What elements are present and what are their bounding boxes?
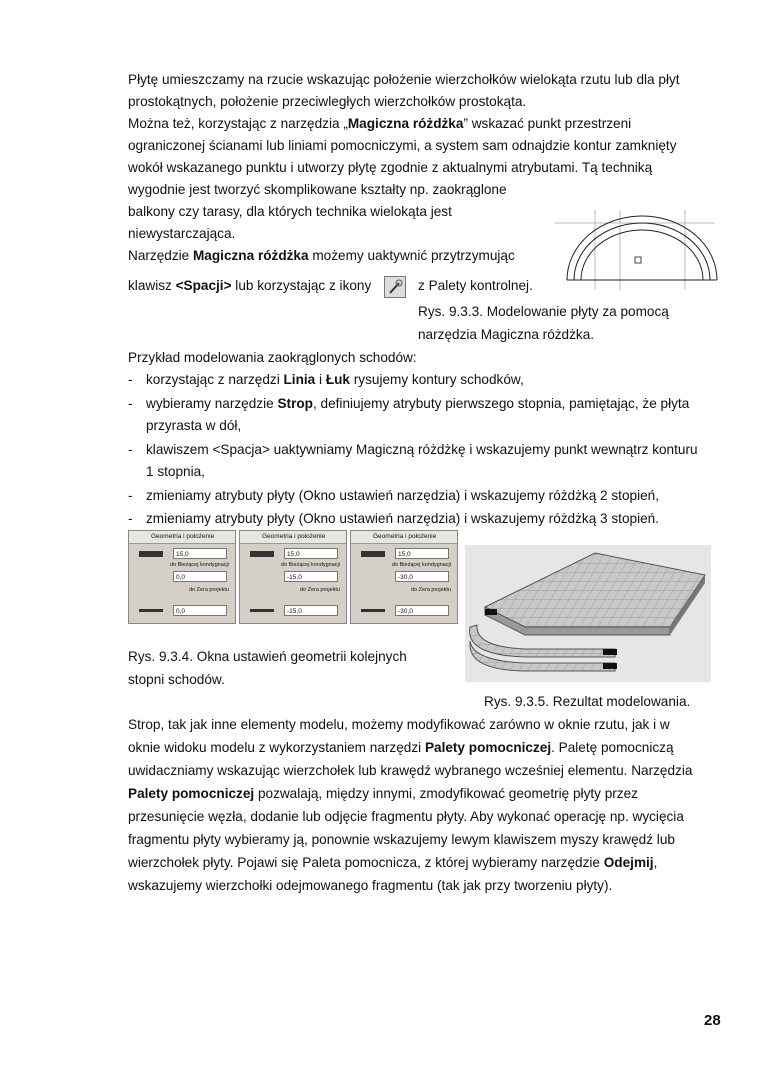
text-line: Palety pomocniczej pozwalają, między innymi, zmodyfikować geometrię płyty przez bbox=[128, 786, 638, 801]
text-line: uwidaczniamy wskazując wierzchołek lub krawędź wybranego wcześniej elementu. Narzędzia bbox=[128, 763, 693, 778]
arch-drawing bbox=[555, 205, 725, 295]
story-offset-field[interactable]: 0,0 bbox=[173, 571, 227, 582]
figure-caption: stopni schodów. bbox=[128, 672, 225, 687]
project-zero-field[interactable]: -15,0 bbox=[284, 605, 338, 616]
offset-label: do Zera projektu bbox=[188, 587, 229, 593]
text-line: Strop, tak jak inne elementy modelu, możemy modyfikować zarówno w oknie rzutu, jak i w bbox=[128, 717, 670, 732]
text-line: wierzchołek płyty. Pojawi się Paleta pomocnicza, z której wybieramy narzędzie Odejmij, bbox=[128, 855, 658, 870]
offset-label: do Bieżącej kondygnacji bbox=[280, 562, 340, 568]
panel-header[interactable]: Geometria i położenie bbox=[129, 531, 235, 544]
text-line: Narzędzie Magiczna różdżka możemy uaktywnić przytrzymując bbox=[128, 248, 515, 263]
figure-caption: narzędzia Magiczna różdżka. bbox=[418, 327, 595, 342]
project-zero-field[interactable]: 0,0 bbox=[173, 605, 227, 616]
page-number: 28 bbox=[704, 1012, 721, 1029]
story-offset-field[interactable]: -30,0 bbox=[395, 571, 449, 582]
text-line: wygodnie jest tworzyć skomplikowane kształty np. zaokrąglone bbox=[128, 182, 507, 197]
offset-label: do Zera projektu bbox=[410, 587, 451, 593]
list-item: zmieniamy atrybuty płyty (Okno ustawień narzędzia) i wskazujemy różdżką 2 stopień, bbox=[146, 488, 659, 503]
list-item: korzystając z narzędzi Linia i Łuk rysujemy kontury schodków, bbox=[146, 372, 524, 387]
text-line: wskazujemy wierzchołki odejmowanego fragmentu (tak jak przy tworzeniu płyty). bbox=[128, 878, 613, 893]
list-item: zmieniamy atrybuty płyty (Okno ustawień narzędzia) i wskazujemy różdżką 3 stopień. bbox=[146, 511, 659, 526]
thickness-field[interactable]: 15,0 bbox=[395, 548, 449, 559]
project-zero-field[interactable]: -30,0 bbox=[395, 605, 449, 616]
geometry-panel-2 bbox=[239, 530, 347, 624]
list-item: wybieramy narzędzie Strop, definiujemy atrybuty pierwszego stopnia, pamiętając, że płyta bbox=[146, 396, 690, 411]
text-line: wokół wskazanego punktu i utworzy płytę zgodnie z aktualnymi atrybutami. Tą techniką bbox=[128, 160, 653, 175]
stairs-3d-render bbox=[465, 545, 711, 682]
text-line: prostokątnych, położenie przeciwległych wierzchołków prostokąta. bbox=[128, 94, 527, 109]
offset-label: do Zera projektu bbox=[299, 587, 340, 593]
offset-label: do Bieżącej kondygnacji bbox=[169, 562, 229, 568]
panel-header[interactable]: Geometria i położenie bbox=[240, 531, 346, 544]
figure-caption: Rys. 9.3.4. Okna ustawień geometrii kolejnych bbox=[128, 649, 407, 664]
geometry-panel-3 bbox=[350, 530, 458, 624]
text-line: Można też, korzystając z narzędzia „Magiczna różdżka” wskazać punkt przestrzeni bbox=[128, 116, 632, 131]
panel-header[interactable]: Geometria i położenie bbox=[351, 531, 457, 544]
list-item: klawiszem <Spacja> uaktywniamy Magiczną różdżkę i wskazujemy punkt wewnątrz konturu bbox=[146, 442, 698, 457]
list-item-continuation: 1 stopnia, bbox=[146, 464, 205, 479]
text-line: Płytę umieszczamy na rzucie wskazując położenie wierzchołków wielokąta rzutu lub dla płyt bbox=[128, 72, 680, 87]
thickness-field[interactable]: 15,0 bbox=[284, 548, 338, 559]
text-line: klawisz <Spacji> lub korzystając z ikony bbox=[128, 278, 372, 293]
offset-label: do Bieżącej kondygnacji bbox=[391, 562, 451, 568]
text-line: z Palety kontrolnej. bbox=[418, 278, 533, 293]
figure-caption: Rys. 9.3.5. Rezultat modelowania. bbox=[484, 694, 691, 709]
figure-caption: Rys. 9.3.3. Modelowanie płyty za pomocą bbox=[418, 304, 669, 319]
list-item-continuation: przyrasta w dół, bbox=[146, 418, 242, 433]
story-offset-field[interactable]: -15,0 bbox=[284, 571, 338, 582]
text-line: ograniczonej ścianami lub liniami pomocniczymi, a system sam odnajdzie kontur zamknięty bbox=[128, 138, 677, 153]
text-line: fragmentu płyty wybieramy ją, ponownie wskazujemy lewym klawiszem myszy krawędź lub bbox=[128, 832, 675, 847]
text-line: oknie widoku modelu z wykorzystaniem narzędzi Palety pomocniczej. Paletę pomocniczą bbox=[128, 740, 674, 755]
document-page: Płytę umieszczamy na rzucie wskazując położenie wierzchołków wielokąta rzutu lub dla płyt prostokątnych, położenie przeciwległych wierzchołków prostokąta. Można też, korzystając z narzędzia „Magiczna różdżka” wskazać punkt przestrzeni ograniczonej ścianami lub liniami pomocniczymi, a system sam odnajdzie kontur zamknięty wokół wskazanego punktu i utworzy płytę zgodnie z aktualnymi atrybutami. Tą techniką wygodnie jest tworzyć skomplikowane kształty np. zaokrąglone balkony czy tarasy, dla których technika wielokąta jest niewystarczająca. Narzędzie Magiczna różdżka możemy uaktywnić przytrzymując klawisz <Spacji> lub korzystając z ikony z Palety kontrolnej. Rys. 9.3.3. Modelowanie płyty za pomocą narzędzia Magiczna różdżka. Przykład modelowania zaokrąglonych schodów: - korzystając z narzędzi Linia i Łuk rysujemy kontury schodków, - wybieramy narzędzie Strop, definiujemy atrybuty pierwszego stopnia, pamiętając, że płyta przyrasta w dół, - klawiszem <Spacja> uaktywniamy Magiczną różdżkę i wskazujemy punkt wewnątrz konturu 1 stopnia, - zmieniamy atrybuty płyty (Okno ustawień narzędzia) i wskazujemy różdżką 2 stopień, - zmieniamy atrybuty płyty (Okno ustawień narzędzia) i wskazujemy różdżką 3 stopień. Geometria i położenie 15,0 do Bieżącej kondygnacji 0,0 do Zera projektu 0,0 Geometria i położenie 15,0 do Bieżącej kondygnacji -15,0 do Zera projektu -15,0 Geometria i położenie 15,0 do Bieżącej kondygnacji -30,0 do Zera projektu -30,0 Rys. 9.3.4. Okna ustawień geometrii kolejnych stopni schodów. Rys. 9.3.5. Rezultat modelowania. Strop, tak jak inne elementy modelu, możemy modyfikować zarówno w oknie rzutu, jak i w oknie widoku modelu z wykorzystaniem narzędzi Palety pomocniczej. Paletę pomocniczą uwidaczniamy wskazując wierzchołek lub krawędź wybranego wcześniej elementu. Narzędzia Palety pomocniczej pozwalają, między innymi, zmodyfikować geometrię płyty przez przesunięcie węzła, dodanie lub odjęcie fragmentu płyty. Aby wykonać operację np. wycięcia fragmentu płyty wybieramy ją, ponownie wskazujemy lewym klawiszem myszy krawędź lub wierzchołek płyty. Pojawi się Paleta pomocnicza, z której wybieramy narzędzie Odejmij, wskazujemy wierzchołki odejmowanego fragmentu (tak jak przy tworzeniu płyty). 28 bbox=[0, 0, 760, 1075]
text-line: przesunięcie węzła, dodanie lub odjęcie fragmentu płyty. Aby wykonać operację np. wycięcia bbox=[128, 809, 684, 824]
text-line: niewystarczająca. bbox=[128, 226, 236, 241]
thickness-field[interactable]: 15,0 bbox=[173, 548, 227, 559]
magic-wand-icon bbox=[384, 276, 406, 298]
text-line: balkony czy tarasy, dla których technika wielokąta jest bbox=[128, 204, 452, 219]
section-title: Przykład modelowania zaokrąglonych schodów: bbox=[128, 350, 417, 365]
geometry-panel-1 bbox=[128, 530, 236, 624]
